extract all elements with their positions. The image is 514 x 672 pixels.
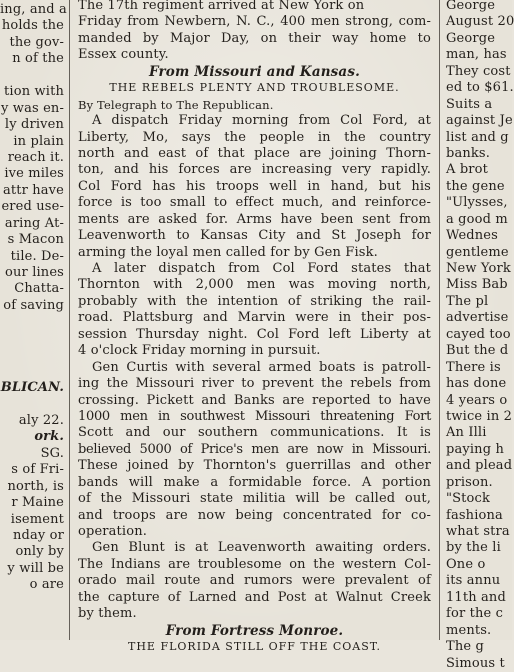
article-line: Col Ford has his troops well in hand, but his: [78, 178, 431, 194]
right-column-line: gentleme: [446, 244, 509, 260]
article-line: 1000 men in southwest Missouri threatening Fort: [78, 408, 431, 424]
article-line: and troops are now being concentrated for co-: [78, 507, 431, 523]
left-column-line: ive miles: [4, 166, 64, 182]
left-column-line: s of Fri-: [11, 462, 64, 478]
left-column-line: SG.: [40, 445, 64, 461]
left-column-line: r Maine: [11, 495, 64, 511]
right-column-line: George: [446, 0, 496, 13]
left-column-line: [0, 314, 64, 330]
left-column-line: n of the: [12, 51, 64, 67]
article-line: Essex county.: [78, 47, 169, 63]
right-column-line: for the c: [446, 606, 504, 622]
left-column-line: o are: [29, 577, 64, 593]
left-column-line: BLICAN.: [0, 380, 64, 396]
right-column-line: paying h: [446, 441, 504, 457]
right-column-line: Miss Bab: [446, 277, 508, 293]
article-line: crossing. Pickett and Banks are reported to have: [78, 392, 431, 408]
article-line: of the Missouri state militia will be called out,: [78, 491, 431, 507]
right-column-line: twice in 2: [446, 408, 513, 424]
right-column-line: what stra: [446, 524, 510, 539]
left-column-line: y will be: [7, 560, 64, 576]
article-line: north and east of that place are joining Thorn-: [78, 145, 431, 161]
article-line: ton, and his forces are increasing very rapidly.: [78, 162, 431, 178]
left-column-line: ered use-: [1, 199, 64, 215]
right-column-line: ments.: [446, 622, 492, 638]
left-column-line: aring At-: [4, 215, 64, 231]
article-line: arming the loyal men called for by Gen Fisk.: [78, 244, 378, 260]
left-column-line: aly 22.: [18, 412, 64, 428]
right-column-line: cayed too: [446, 326, 511, 342]
right-column-line: and plead: [446, 458, 513, 474]
left-column-line: [0, 364, 64, 380]
right-column-line: New York: [446, 261, 511, 276]
column-rule-left: [69, 0, 70, 640]
left-column-line: ing, and a: [0, 2, 67, 17]
left-column-line: nday or: [12, 528, 64, 543]
right-column-line: banks.: [446, 145, 491, 161]
left-column-line: tion with: [4, 84, 64, 100]
left-column-line: [0, 68, 64, 84]
article-line: A later dispatch from Col Ford states that: [92, 261, 431, 276]
right-column-line: the gene: [446, 178, 505, 194]
right-column-line: fashiona: [446, 507, 503, 523]
left-column-line: y was en-: [1, 100, 64, 116]
right-column-line: August 20: [446, 14, 514, 30]
section-subheading: THE FLORIDA STILL OFF THE COAST.: [128, 640, 381, 654]
left-column-line: s Macon: [7, 232, 64, 248]
section-heading: From Fortress Monroe.: [165, 622, 344, 639]
right-column-line: has done: [446, 376, 507, 392]
right-column-line: against Je: [446, 113, 513, 129]
byline: By Telegraph to The Republican.: [78, 97, 274, 112]
right-column-line: advertise: [446, 310, 509, 326]
right-column-line: They cost: [446, 63, 511, 79]
article-line: Liberty, Mo, says the people in the country: [78, 129, 431, 145]
right-column-line: Simous t: [446, 655, 505, 671]
article-line: These joined by Thornton's guerrillas and other: [78, 458, 431, 474]
article-line: ments are asked for. Arms have been sent from: [78, 211, 431, 227]
right-column-line: George: [446, 30, 496, 46]
right-column-line: man, has: [446, 47, 507, 63]
left-column-line: holds the: [1, 18, 64, 34]
section-heading: From Missouri and Kansas.: [149, 63, 360, 80]
article-line: The 17th regiment arrived at New York on: [78, 0, 365, 13]
left-column-line: tile. De-: [10, 248, 64, 264]
article-line: Leavenworth to Kansas City and St Joseph for: [78, 228, 431, 244]
article-line: Gen Curtis with several armed boats is patroll-: [92, 359, 431, 375]
right-column-line: One o: [446, 556, 486, 572]
right-column-line: prison.: [446, 474, 493, 490]
left-column-line: isement: [10, 511, 64, 527]
article-line: ing the Missouri river to prevent the rebels from: [78, 376, 431, 392]
article-line: A dispatch Friday morning from Col Ford, at: [92, 113, 431, 129]
right-column: [446, 0, 514, 671]
left-column-line: our lines: [5, 265, 64, 280]
article-line: the capture of Larned and Post at Walnut Creek: [78, 589, 431, 605]
left-column-line: attr have: [2, 182, 64, 198]
article-line: manded by Major Day, on their way home to: [78, 30, 431, 46]
left-column: [0, 2, 67, 642]
right-column-line: "Ulysses,: [446, 195, 508, 211]
right-column-line: a good m: [446, 211, 508, 227]
article-line: believed 5000 of Price's men are now in Missouri.: [78, 441, 431, 457]
article-line: orado mail route and rumors were prevalent of: [78, 573, 431, 589]
right-column-line: by the li: [446, 540, 501, 556]
right-column-line: 4 years o: [446, 392, 508, 408]
left-column-line: reach it.: [7, 149, 64, 165]
left-column-line: in plain: [13, 133, 64, 149]
right-column-line: The pl: [446, 293, 489, 309]
article-line: 4 o'clock Friday morning in pursuit.: [78, 343, 321, 359]
left-column-line: only by: [15, 544, 64, 560]
article-line: Friday from Newbern, N. C., 400 men strong, com-: [78, 14, 431, 30]
left-column-line: ork.: [34, 429, 64, 445]
center-column: [78, 0, 431, 654]
article-line: by them.: [78, 606, 137, 622]
article-line: Scott and our southern communications. It is: [78, 425, 431, 441]
article-line: bands will make a formidable force. A portion: [78, 474, 431, 490]
section-subheading: THE REBELS PLENTY AND TROUBLESOME.: [109, 81, 400, 95]
left-column-line: north, is: [7, 478, 64, 494]
left-column-line: [0, 347, 64, 363]
article-line: operation.: [78, 524, 148, 539]
right-column-line: ed to $61.: [446, 80, 514, 96]
right-column-line: There is: [446, 359, 501, 375]
article-line: probably with the intention of striking the rail-: [78, 293, 431, 309]
right-column-line: A brot: [446, 162, 489, 178]
column-rule-right: [439, 0, 440, 640]
right-column-line: "Stock: [446, 491, 490, 507]
right-column-line: its annu: [446, 573, 501, 589]
left-column-line: the gov-: [9, 34, 64, 50]
right-column-line: 11th and: [446, 589, 506, 605]
right-column-line: Suits a: [446, 96, 493, 112]
left-column-line: [0, 397, 64, 413]
right-column-line: The g: [446, 639, 484, 655]
article-line: Gen Blunt is at Leavenworth awaiting orders.: [92, 540, 431, 556]
article-line: The Indians are troublesome on the western Col-: [78, 556, 431, 572]
article-line: road. Plattsburg and Marvin were in their pos-: [78, 310, 431, 326]
right-column-line: But the d: [446, 343, 509, 359]
left-column-line: [0, 331, 64, 347]
left-column-line: Chatta-: [14, 281, 64, 297]
right-column-line: An Illi: [446, 425, 487, 441]
article-line: force is too small to effect much, and reinforce-: [78, 195, 431, 211]
left-column-line: of saving: [3, 297, 64, 313]
right-column-line: list and g: [446, 129, 509, 145]
article-line: Thornton with 2,000 men was moving north,: [78, 277, 431, 293]
left-column-line: ly driven: [4, 117, 64, 133]
article-line: session Thursday night. Col Ford left Liberty at: [78, 326, 431, 342]
right-column-line: Wednes: [446, 228, 498, 244]
